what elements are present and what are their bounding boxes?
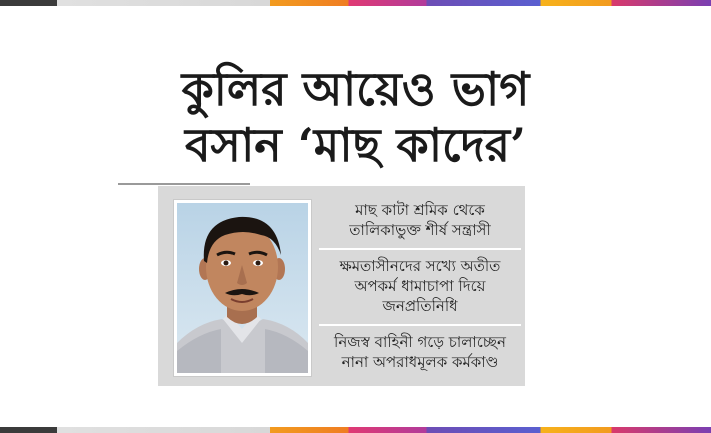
highlight-divider [319,324,521,326]
highlight-point-3: নিজস্ব বাহিনী গড়ে চালাচ্ছেন নানা অপরাধমূলক কর্মকাণ্ড [334,333,506,371]
highlight-divider [319,248,521,250]
headline-rule [118,183,250,185]
man-portrait-icon [177,203,308,373]
headline-line-1: কুলির আয়েও ভাগ [181,62,530,116]
headline-line-2: বসান ‘মাছ কাদের’ [184,118,527,172]
highlight-point-1: মাছ কাটা শ্রমিক থেকে তালিকাভুক্ত শীর্ষ সন্ত্রাসী [349,201,491,239]
portrait-photo [174,200,311,376]
highlight-point-2: ক্ষমতাসীনদের সখ্যে অতীত অপকর্ম ধামাচাপা দিয়ে জনপ্রতিনিধি [339,257,501,315]
top-color-stripe [0,0,711,6]
bottom-color-stripe [0,427,711,433]
highlight-points [319,196,521,378]
